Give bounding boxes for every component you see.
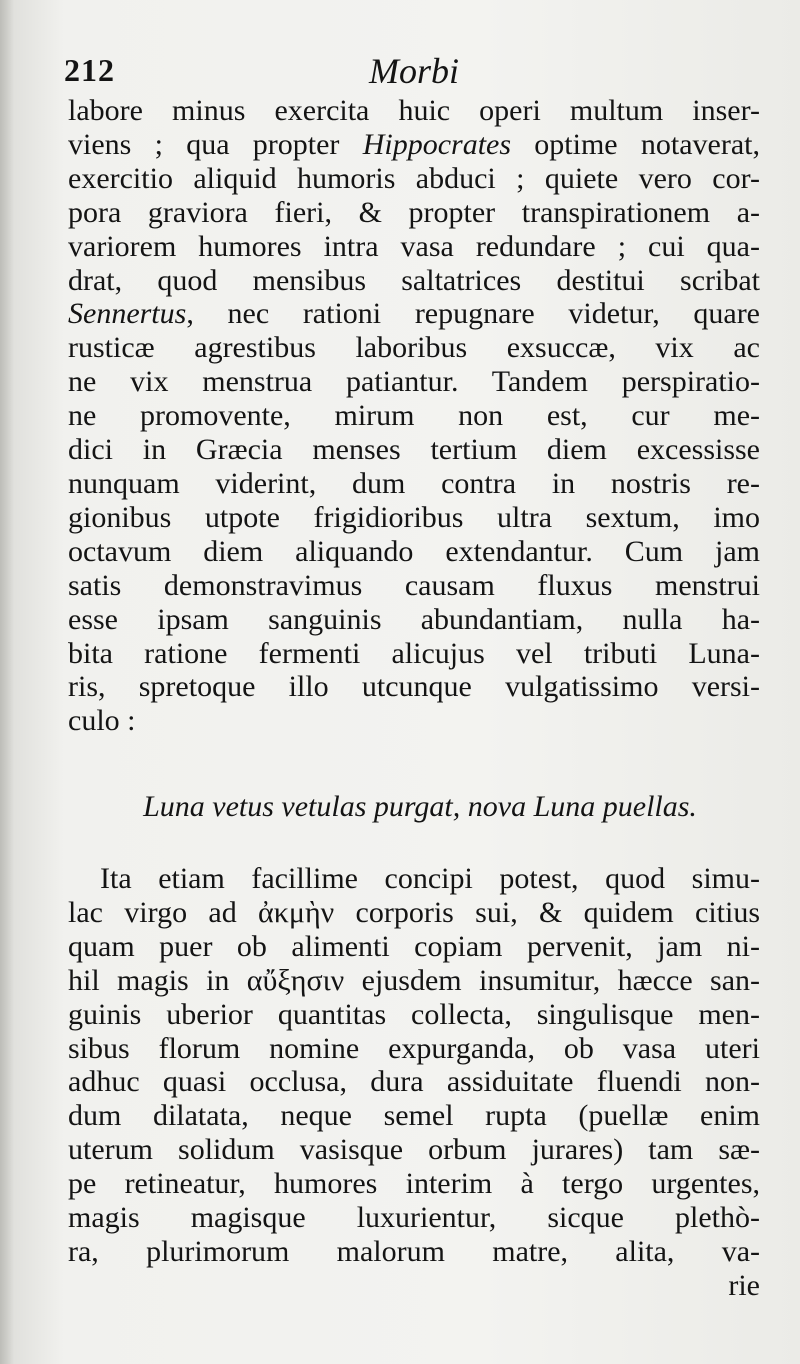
page-header [64,48,764,92]
page-gutter-shadow [0,0,14,1364]
text-line: Sennertus, nec rationi repugnare videtur, quare [68,297,760,331]
text-line: ne vix menstrua patiantur. Tandem perspiratio- [68,365,760,399]
text-line: magis magisque luxurientur, sicque plethò- [68,1201,760,1235]
text-line: octavum diem aliquando extendantur. Cum jam [68,534,760,568]
text-line: rusticæ agrestibus laboribus exsuccæ, vix ac [68,331,760,365]
text-line: adhuc quasi occlusa, dura assiduitate fluendi non- [68,1065,760,1099]
text-line: viens ; qua propter Hippocrates optime notaverat, [68,127,760,161]
text-line: ris, spretoque illo utcunque vulgatissimo versi- [68,670,760,704]
running-head: Morbi [369,51,459,91]
text-line: dum dilatata, neque semel rupta (puellæ enim [68,1099,760,1133]
text-line: culo : [68,704,136,738]
text-line: Ita etiam facillime concipi potest, quod simu- [100,862,760,895]
text-line: pora graviora fieri, & propter transpirationem a- [68,195,760,229]
text-line: ra, plurimorum malorum matre, alita, va- [68,1234,760,1268]
text-line: lac virgo ad ἀκμὴν corporis sui, & quidem citius [68,895,760,929]
italic-name-sennertus: Sennertus [68,297,187,331]
text-line: exercitio aliquid humoris abduci ; quiete vero cor- [68,161,760,195]
text-line: hil magis in αὔξησιν ejusdem insumitur, hæcce san- [68,963,760,997]
page-number: 212 [64,52,115,88]
italic-name-hippocrates: Hippocrates [362,127,512,161]
text-line: esse ipsam sanguinis abundantiam, nulla ha- [68,602,760,636]
text-line: satis demonstravimus causam fluxus menstrui [68,568,760,602]
text-line: drat, quod mensibus saltatrices destitui scribat [68,263,760,297]
text-line: guinis uberior quantitas collecta, singulisque men- [68,997,760,1031]
catchword: rie [728,1268,760,1302]
text-line: labore minus exercita huic operi multum inser- [68,94,760,127]
text-line: ne promovente, mirum non est, cur me- [68,399,760,433]
paragraph-2 [68,862,760,1303]
paragraph-1 [68,94,760,738]
text-line: uterum solidum vasisque orbum jurares) tam sæ- [68,1133,760,1167]
text-line: variorem humores intra vasa redundare ; cui qua- [68,229,760,263]
text-line: gionibus utpote frigidioribus ultra sextum, imo [68,500,760,534]
text-line: nunquam viderint, dum contra in nostris re- [68,466,760,500]
text-line: quam puer ob alimenti copiam pervenit, jam ni- [68,929,760,963]
text-line: bita ratione fermenti alicujus vel tributi Luna- [68,636,760,670]
text-line: pe retineatur, humores interim à tergo urgentes, [68,1167,760,1201]
verse-quotation: Luna vetus vetulas purgat, nova Luna puellas. [143,790,697,823]
text-line: sibus florum nomine expurganda, ob vasa uteri [68,1031,760,1065]
text-line: dici in Græcia menses tertium diem excessisse [68,433,760,467]
